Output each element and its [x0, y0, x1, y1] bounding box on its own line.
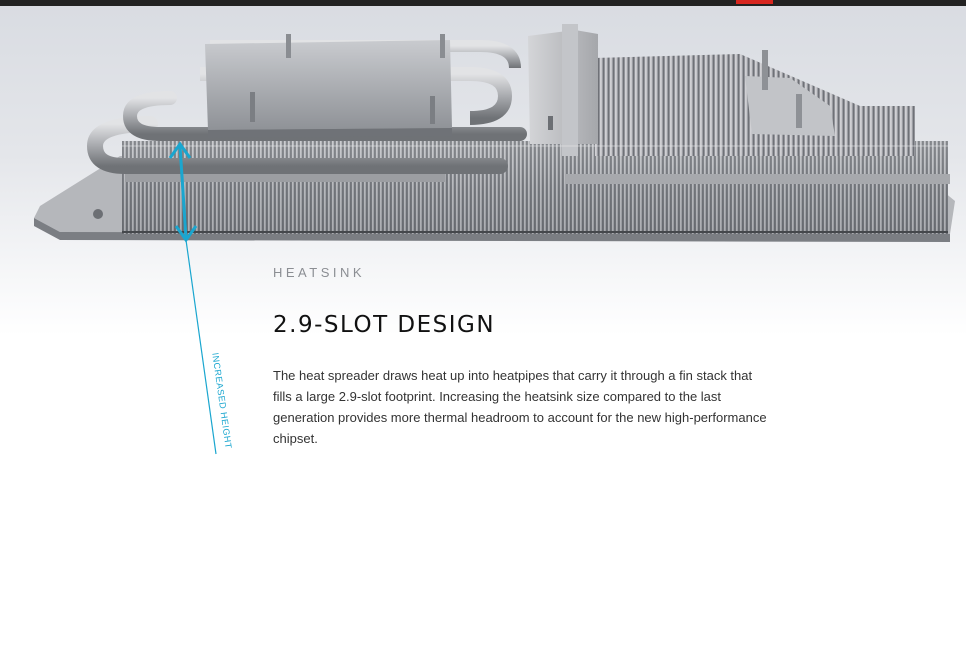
- increased-height-label: INCREASED HEIGHT: [210, 351, 234, 450]
- section-eyebrow: HEATSINK: [273, 265, 366, 280]
- section-description: The heat spreader draws heat up into heatpipes that carry it through a fin stack that fills a large 2.9-slot footprint. Increasing the heatsink size compared to the last generation provides more thermal headroom to account for the new high-performance chipset.: [273, 368, 767, 446]
- section-title: 2.9-SLOT DESIGN: [273, 312, 496, 338]
- nav-active-indicator: [736, 0, 773, 4]
